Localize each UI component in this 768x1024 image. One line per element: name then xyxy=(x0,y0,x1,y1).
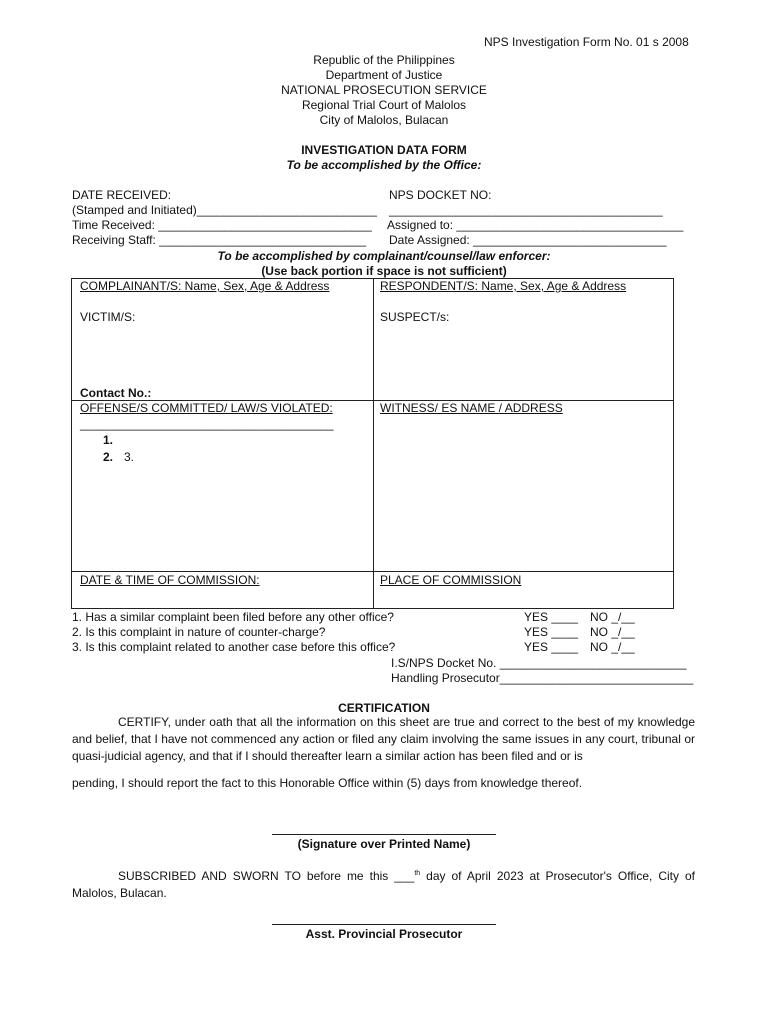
question-2: 2. Is this complaint in nature of counter-charge? xyxy=(72,625,326,639)
subtitle-office: To be accomplished by the Office: xyxy=(286,158,482,172)
docket-no-field[interactable]: _________________________________________ xyxy=(389,203,663,217)
sworn-ordinal: th xyxy=(414,870,421,877)
subtitle-complainant: To be accomplished by complainant/counsel/law enforcer: xyxy=(217,249,551,263)
question-1: 1. Has a similar complaint been filed before any other office? xyxy=(72,610,394,624)
question-3: 3. Is this complaint related to another case before this office? xyxy=(72,640,396,654)
header-city: City of Malolos, Bulacan xyxy=(319,113,449,127)
respondent-label: RESPONDENT/S: Name, Sex, Age & Address xyxy=(380,279,627,293)
handling-prosecutor-field[interactable]: Handling Prosecutor_____________________________ xyxy=(391,671,694,685)
prosecutor-label: Asst. Provincial Prosecutor xyxy=(305,927,463,941)
date-time-commission-label: DATE & TIME OF COMMISSION: xyxy=(80,573,260,587)
question-2-yes[interactable]: YES ____ xyxy=(524,625,579,639)
victim-label: VICTIM/S: xyxy=(80,310,136,324)
docket-no-label: NPS DOCKET NO: xyxy=(389,188,492,202)
place-commission-label: PLACE OF COMMISSION xyxy=(380,573,522,587)
stamped-field[interactable]: (Stamped and Initiated)___________________________ xyxy=(72,203,377,217)
form-number: NPS Investigation Form No. 01 s 2008 xyxy=(484,35,689,49)
question-1-yes[interactable]: YES ____ xyxy=(524,610,579,624)
question-2-no[interactable]: NO _/__ xyxy=(590,625,635,639)
question-1-no[interactable]: NO _/__ xyxy=(590,610,635,624)
offense-item-1: 1. xyxy=(103,433,114,447)
question-3-no[interactable]: NO _/__ xyxy=(590,640,635,654)
offense-line[interactable]: ______________________________________ xyxy=(80,417,334,431)
suspect-label: SUSPECT/s: xyxy=(380,310,450,324)
offense-item-2: 2. xyxy=(103,450,114,464)
witness-label: WITNESS/ ES NAME / ADDRESS xyxy=(380,401,563,415)
complainant-label: COMPLAINANT/S: Name, Sex, Age & Address xyxy=(80,279,330,293)
sworn-text-part2: day of April 2023 at Prosecutor's Office, City of Malolos, Bulacan. xyxy=(72,869,695,900)
header-department: Department of Justice xyxy=(325,68,443,82)
certification-heading: CERTIFICATION xyxy=(338,701,430,715)
signature-line[interactable] xyxy=(272,834,496,835)
contact-label: Contact No.: xyxy=(80,386,152,400)
table-divider-row2 xyxy=(71,571,674,572)
header-nps: NATIONAL PROSECUTION SERVICE xyxy=(281,83,487,97)
form-title: INVESTIGATION DATA FORM xyxy=(301,143,467,157)
offense-item-3: 3. xyxy=(124,450,135,464)
receiving-staff-field[interactable]: Receiving Staff: _______________________________ xyxy=(72,233,367,247)
offense-label: OFFENSE/S COMMITTED/ LAW/S VIOLATED: xyxy=(80,401,333,415)
is-docket-field[interactable]: I.S/NPS Docket No. ____________________________ xyxy=(391,656,687,670)
certification-paragraph-pending: pending, I should report the fact to this Honorable Office within (5) days from knowledge thereof. xyxy=(72,776,583,790)
date-received-label: DATE RECEIVED: xyxy=(72,188,172,202)
time-received-field[interactable]: Time Received: ________________________________ xyxy=(72,218,372,232)
subtitle-back-portion: (Use back portion if space is not sufficient) xyxy=(261,264,507,278)
sworn-text-part1: SUBSCRIBED AND SWORN TO before me this ___ xyxy=(118,869,415,883)
header-court: Regional Trial Court of Malolos xyxy=(301,98,467,112)
question-3-yes[interactable]: YES ____ xyxy=(524,640,579,654)
sworn-paragraph xyxy=(72,865,695,902)
assigned-to-field[interactable]: Assigned to: __________________________________ xyxy=(387,218,684,232)
signature-label: (Signature over Printed Name) xyxy=(297,837,471,851)
date-assigned-field[interactable]: Date Assigned: _____________________________ xyxy=(389,233,667,247)
certification-paragraph: CERTIFY, under oath that all the information on this sheet are true and correct to the best of my knowledge and belief, that I have not commenced any action or filed any claim involving the same issues in any court, tribunal or quasi-judicial agency, and that if I should thereafter learn a similar action has been filed and or is xyxy=(72,715,695,763)
header-republic: Republic of the Philippines xyxy=(313,53,455,67)
prosecutor-signature-line[interactable] xyxy=(272,924,496,925)
table-divider-vertical xyxy=(373,278,374,609)
